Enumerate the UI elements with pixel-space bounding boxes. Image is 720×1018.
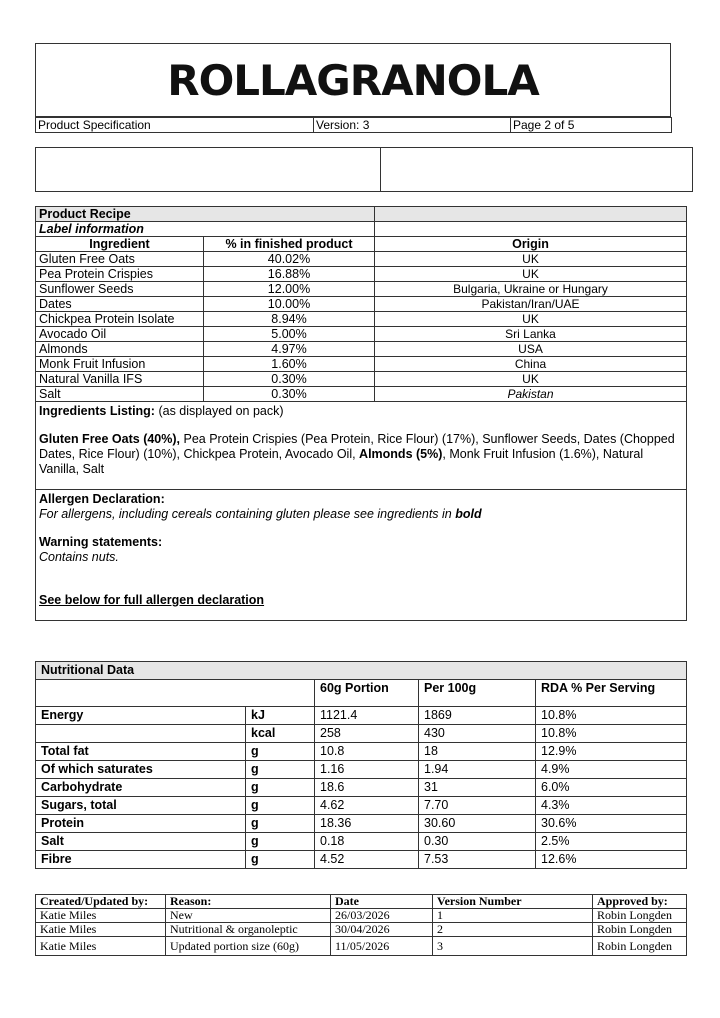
doc-type: Product Specification [36, 118, 314, 133]
ingredient-row: Almonds 4.97% USA [36, 342, 687, 357]
ingredient-row: Salt 0.30% Pakistan [36, 387, 687, 402]
allergen-label: Allergen Declaration: [39, 492, 165, 506]
ver-header-version: Version Number [433, 895, 593, 909]
ver-header-approved: Approved by: [593, 895, 687, 909]
listing-note: (as displayed on pack) [154, 404, 284, 418]
ingredient-row: Gluten Free Oats 40.02% UK [36, 252, 687, 267]
ingredient-row: Pea Protein Crispies 16.88% UK [36, 267, 687, 282]
recipe-title-blank [375, 207, 687, 222]
col-origin: Origin [375, 237, 687, 252]
ingredients-text: Gluten Free Oats (40%), Pea Protein Crispies (Pea Protein, Rice Flour) (17%), Sunflower Seeds, Dates (Chopped Dates, Rice Flour) (10%), Chickpea Protein, Avocado Oil, Almonds (5%), Monk Fruit Infusion (1.6%), Natural Vanilla, Salt [39, 432, 675, 476]
version-row: Katie Miles Nutritional & organoleptic 30/04/2026 2 Robin Longden [36, 923, 687, 937]
version-row: Katie Miles Updated portion size (60g) 11/05/2026 3 Robin Longden [36, 937, 687, 956]
warning-text: Contains nuts. [39, 550, 119, 564]
doc-version: Version: 3 [314, 118, 511, 133]
ingredient-row: Natural Vanilla IFS 0.30% UK [36, 372, 687, 387]
header-box [35, 43, 671, 117]
warning-label: Warning statements: [39, 535, 163, 549]
nutrition-row: Sugars, total g 4.62 7.70 4.3% [36, 797, 687, 815]
brand-logo: ROLLAGRANOLA [167, 56, 539, 105]
nutrition-table [35, 661, 687, 869]
listing-label: Ingredients Listing: [39, 404, 155, 418]
ver-header-by: Created/Updated by: [36, 895, 166, 909]
blank-cell-right [381, 148, 693, 192]
nutrition-row: Fibre g 4.52 7.53 12.6% [36, 851, 687, 869]
ingredient-row: Monk Fruit Infusion 1.60% China [36, 357, 687, 372]
product-recipe-table [35, 206, 687, 621]
nutrition-row: Energy kJ 1121.4 1869 10.8% [36, 707, 687, 725]
header-rda: RDA % Per Serving [536, 680, 687, 707]
ingredient-row: Avocado Oil 5.00% Sri Lanka [36, 327, 687, 342]
col-percent: % in finished product [204, 237, 375, 252]
ver-header-reason: Reason: [166, 895, 331, 909]
label-info: Label information [36, 222, 375, 237]
version-row: Katie Miles New 26/03/2026 1 Robin Longden [36, 909, 687, 923]
nutrition-title: Nutritional Data [36, 662, 687, 680]
header-per100: Per 100g [419, 680, 536, 707]
col-ingredient: Ingredient [36, 237, 204, 252]
header-portion: 60g Portion [315, 680, 419, 707]
ingredients-listing [36, 402, 687, 490]
ver-header-date: Date [331, 895, 433, 909]
nutrition-row: kcal 258 430 10.8% [36, 725, 687, 743]
page-number: Page 2 of 5 [511, 118, 672, 133]
ingredient-row: Sunflower Seeds 12.00% Bulgaria, Ukraine or Hungary [36, 282, 687, 297]
ingredient-row: Chickpea Protein Isolate 8.94% UK [36, 312, 687, 327]
see-below-note: See below for full allergen declaration [39, 593, 265, 607]
nutrition-row: Carbohydrate g 18.6 31 6.0% [36, 779, 687, 797]
blank-cell-left [36, 148, 381, 192]
header-info-row [35, 117, 672, 133]
ingredient-row: Dates 10.00% Pakistan/Iran/UAE [36, 297, 687, 312]
allergen-text: For allergens, including cereals containing gluten please see ingredients in bold [39, 507, 482, 521]
allergen-section [36, 490, 687, 621]
blank-info-box [35, 147, 693, 192]
nutrition-row: Total fat g 10.8 18 12.9% [36, 743, 687, 761]
recipe-title: Product Recipe [36, 207, 375, 222]
nutrition-row: Of which saturates g 1.16 1.94 4.9% [36, 761, 687, 779]
nutrition-row: Salt g 0.18 0.30 2.5% [36, 833, 687, 851]
nutrition-row: Protein g 18.36 30.60 30.6% [36, 815, 687, 833]
version-history-table [35, 894, 687, 956]
